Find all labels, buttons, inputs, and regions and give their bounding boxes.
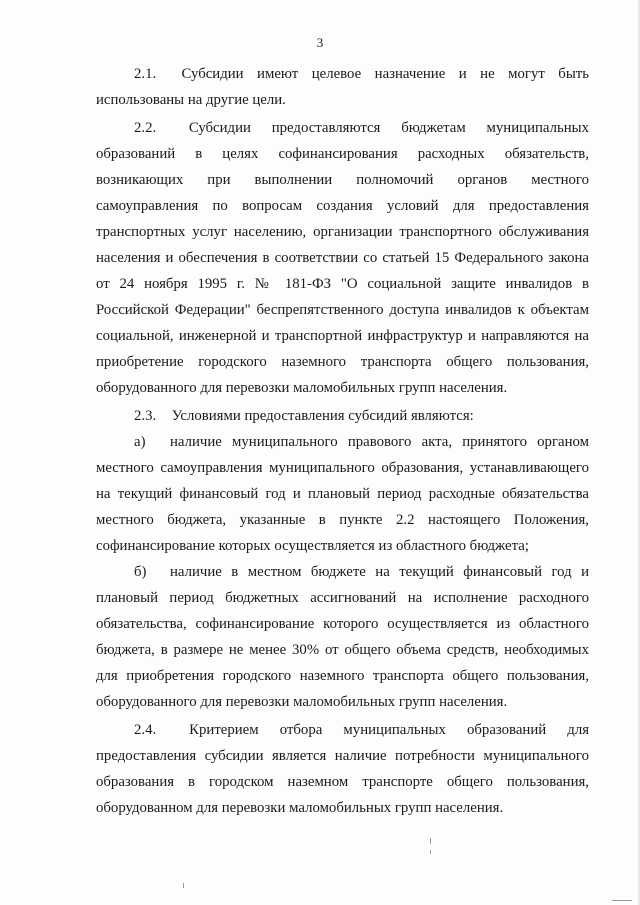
paragraph-text: Субсидии предоставляются бюджетам муниципальных образований в целях софинансирования расходных обязательств, возникающих при выполнении полномочий органов местного самоуправления по вопросам создания условий для предоставления транспортных услуг населению, организации транспортного обслуживания населения и обеспечения в соответствии со статьей 15 Федерального закона от 24 ноября 1995 г. № 181-ФЗ "О социальной защите инвалидов в Российской Федерации" беспрепятственного доступа инвалидов к объектам социальной, инженерной и транспортной инфраструктур и направляются на приобретение городского наземного транспорта общего пользования, оборудованного для перевозки маломобильных групп населения. — [96, 120, 589, 396]
paragraph-text: Субсидии имеют целевое назначение и не могут быть использованы на другие цели. — [96, 66, 589, 108]
paragraph-text: Условиями предоставления субсидий являются: — [171, 408, 474, 424]
list-item-b — [96, 559, 589, 715]
paragraph-number: 2.4. — [134, 722, 157, 738]
paragraph-2-2 — [96, 115, 589, 401]
list-item-marker: а) — [134, 434, 146, 450]
document-body — [96, 61, 589, 821]
scan-artifact — [430, 850, 431, 854]
scan-artifact — [430, 838, 431, 844]
paragraph-number: 2.2. — [134, 120, 157, 136]
list-item-a — [96, 429, 589, 559]
list-item-text: наличие в местном бюджете на текущий финансовый год и плановый период бюджетных ассигнований на исполнение расходного обязательства, софинансирование которого осуществляется из областного бюджета, в размере не менее 30% от общего объема средств, необходимых для приобретения городского наземного транспорта общего пользования, оборудованного для перевозки маломобильных групп населения. — [96, 564, 589, 710]
list-item-text: наличие муниципального правового акта, принятого органом местного самоуправления муниципального образования, устанавливающего на текущий финансовый год и плановый период расходные обязательства местного бюджета, указанные в пункте 2.2 настоящего Положения, софинансирование которых осуществляется из областного бюджета; — [96, 434, 589, 554]
page-number: 3 — [316, 35, 324, 50]
paragraph-2-4 — [96, 717, 589, 821]
paragraph-number: 2.3. — [134, 408, 157, 424]
list-item-marker: б) — [134, 564, 147, 580]
paragraph-2-3 — [96, 403, 589, 429]
paragraph-number: 2.1. — [134, 66, 157, 82]
scan-artifact — [183, 883, 184, 888]
scan-artifact — [612, 900, 632, 901]
paragraph-text: Критерием отбора муниципальных образований для предоставления субсидии является наличие потребности муниципального образования в городском наземном транспорте общего пользования, оборудованном для перевозки маломобильных групп населения. — [96, 722, 590, 816]
paragraph-2-1 — [96, 61, 589, 113]
